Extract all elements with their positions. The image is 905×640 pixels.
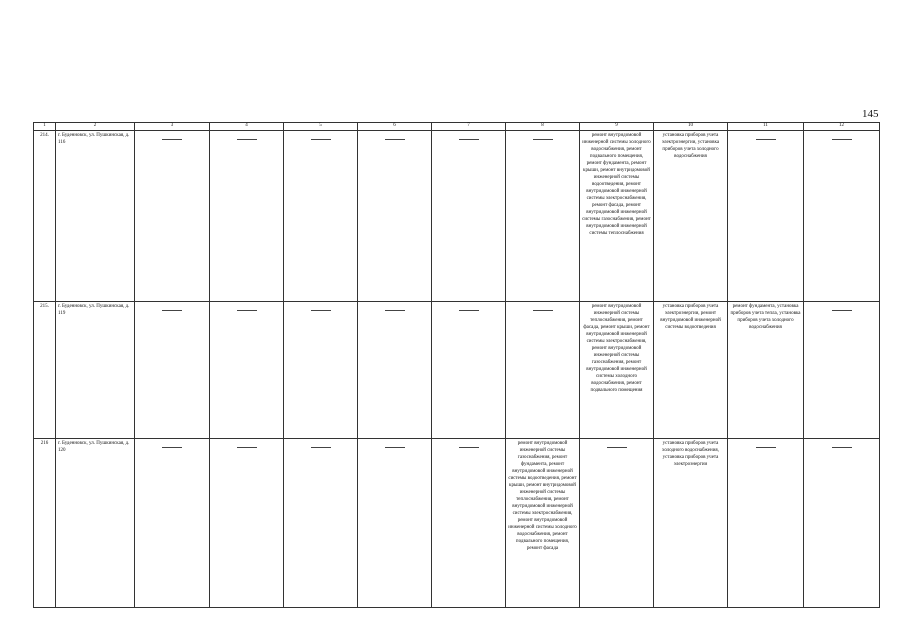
column-header: 2 xyxy=(56,123,135,131)
column-header: 8 xyxy=(506,123,580,131)
work-cell: установка приборов учета холодного водоснабжения, установка приборов учета электроэнергии xyxy=(654,439,728,608)
dash-mark xyxy=(237,139,257,140)
work-cell: ремонт фундамента, установка приборов учета тепла, установка приборов учета холодного водоснабжения xyxy=(728,302,804,439)
work-cell: ремонт внутридомовой инженерной системы газоснабжения, ремонт фундамента, ремонт внутридомовой инженерной системы водоотведения, ремонт крыши, ремонт внутридомовой инженерной системы теплоснабжения, ремонт внутридомовой инженерной системы электроснабжения, ремонт внутридомовой инженерной системы холодного водоснабжения, ремонт подвального помещения, ремонт фасада xyxy=(506,439,580,608)
empty-cell xyxy=(284,131,358,302)
dash-mark xyxy=(311,447,331,448)
row-address: г. Буденновск, ул. Пушкинская, д. 120 xyxy=(56,439,135,608)
dash-mark xyxy=(832,310,852,311)
column-header: 4 xyxy=(210,123,284,131)
empty-cell xyxy=(580,439,654,608)
column-header: 7 xyxy=(432,123,506,131)
dash-mark xyxy=(756,139,776,140)
dash-mark xyxy=(162,139,182,140)
empty-cell xyxy=(135,131,210,302)
column-header: 5 xyxy=(284,123,358,131)
column-header: 12 xyxy=(804,123,880,131)
row-address: г. Буденновск, ул. Пушкинская, д. 119 xyxy=(56,302,135,439)
column-number-row xyxy=(34,123,880,131)
empty-cell xyxy=(284,302,358,439)
empty-cell xyxy=(358,302,432,439)
empty-cell xyxy=(728,131,804,302)
row-address: г. Буденновск, ул. Пушкинская, д. 116 xyxy=(56,131,135,302)
dash-mark xyxy=(832,139,852,140)
column-header: 6 xyxy=(358,123,432,131)
empty-cell xyxy=(432,439,506,608)
dash-mark xyxy=(385,310,405,311)
empty-cell xyxy=(432,302,506,439)
dash-mark xyxy=(385,447,405,448)
dash-mark xyxy=(237,447,257,448)
row-number: 216 xyxy=(34,439,56,608)
work-cell: ремонт внутридомовой инженерной системы теплоснабжения, ремонт фасада, ремонт крыши, ремонт внутридомовой инженерной системы электроснабжения, ремонт внутридомовой инженерной системы газоснабжения, ремонт внутридомовой инженерной системы холодного водоснабжения, ремонт подвального помещения xyxy=(580,302,654,439)
column-header: 3 xyxy=(135,123,210,131)
dash-mark xyxy=(311,139,331,140)
dash-mark xyxy=(162,447,182,448)
work-cell: установка приборов учета электроэнергии, установка приборов учета холодного водоснабжения xyxy=(654,131,728,302)
table-row xyxy=(34,131,880,302)
dash-mark xyxy=(607,447,627,448)
dash-mark xyxy=(459,447,479,448)
table-row xyxy=(34,302,880,439)
dash-mark xyxy=(459,139,479,140)
empty-cell xyxy=(135,302,210,439)
empty-cell xyxy=(135,439,210,608)
dash-mark xyxy=(832,447,852,448)
empty-cell xyxy=(432,131,506,302)
empty-cell xyxy=(358,439,432,608)
dash-mark xyxy=(311,310,331,311)
empty-cell xyxy=(804,131,880,302)
empty-cell xyxy=(358,131,432,302)
empty-cell xyxy=(210,439,284,608)
column-header: 10 xyxy=(654,123,728,131)
table-row xyxy=(34,439,880,608)
empty-cell xyxy=(804,439,880,608)
column-header: 9 xyxy=(580,123,654,131)
repair-schedule-table xyxy=(33,122,880,608)
row-number: 215. xyxy=(34,302,56,439)
work-cell: ремонт внутридомовой инженерной системы холодного водоснабжения, ремонт подвального помещения, ремонт фундамента, ремонт крыши, ремонт внутридомовой инженерной системы водоотведения, ремонт внутридомовой инженерной системы электроснабжения, ремонт фасада, ремонт внутридомовой инженерной системы газоснабжения, ремонт внутридомовой инженерной системы теплоснабжения xyxy=(580,131,654,302)
dash-mark xyxy=(533,310,553,311)
dash-mark xyxy=(385,139,405,140)
dash-mark xyxy=(162,310,182,311)
empty-cell xyxy=(728,439,804,608)
column-header: 1 xyxy=(34,123,56,131)
dash-mark xyxy=(756,447,776,448)
empty-cell xyxy=(506,131,580,302)
dash-mark xyxy=(459,310,479,311)
empty-cell xyxy=(804,302,880,439)
empty-cell xyxy=(506,302,580,439)
page-number: 145 xyxy=(862,108,879,120)
empty-cell xyxy=(210,131,284,302)
dash-mark xyxy=(237,310,257,311)
column-header: 11 xyxy=(728,123,804,131)
empty-cell xyxy=(210,302,284,439)
empty-cell xyxy=(284,439,358,608)
row-number: 214. xyxy=(34,131,56,302)
dash-mark xyxy=(533,139,553,140)
work-cell: установка приборов учета электроэнергии, ремонт внутридомовой инженерной системы водоотведения xyxy=(654,302,728,439)
